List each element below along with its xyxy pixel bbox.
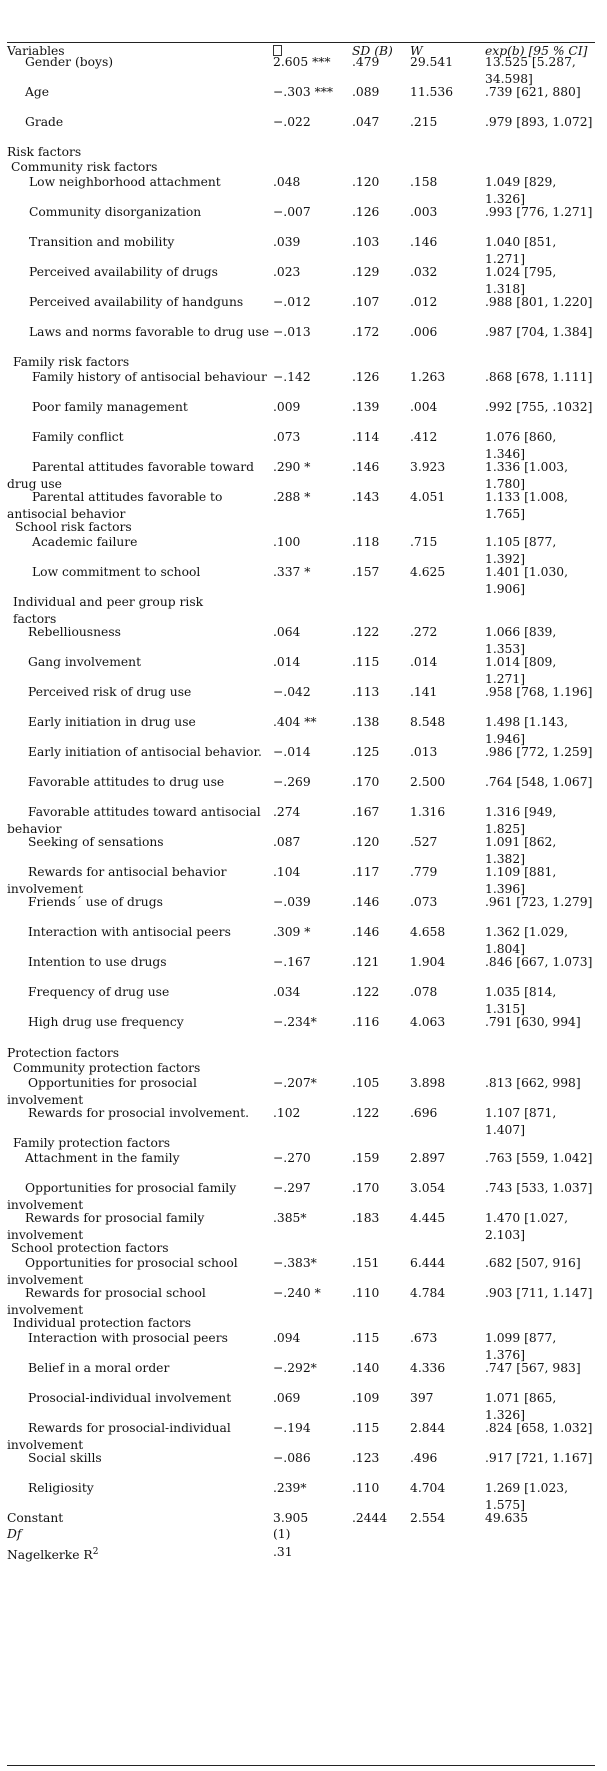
w-value: 1.316 — [410, 805, 446, 819]
variable-label: Laws and norms favorable to drug use — [29, 325, 269, 339]
individual-protection-heading: Individual protection factors — [13, 1316, 192, 1330]
table-row — [7, 564, 595, 598]
b-value: −.022 — [273, 115, 311, 129]
w-value: 3.054 — [410, 1181, 446, 1195]
sd-value: .479 — [352, 55, 380, 69]
variable-label: Opportunities for prosocial family involvement — [7, 1181, 237, 1212]
school-risk-heading: School risk factors — [15, 520, 132, 534]
w-value: 4.336 — [410, 1361, 446, 1375]
b-value: −.042 — [273, 685, 311, 699]
header-exp: exp(b) [95 % CI] — [485, 44, 588, 58]
sd-value: .114 — [352, 430, 380, 444]
table-row — [7, 429, 595, 463]
variable-label: Friends´ use of drugs — [28, 895, 163, 909]
b-value: −.240 * — [273, 1286, 321, 1300]
sd-value: .116 — [352, 1015, 380, 1029]
table-row — [7, 264, 595, 298]
nagelkerke-value: .31 — [273, 1545, 293, 1559]
exp-ci-value: .903 [711, 1.147] — [485, 1286, 593, 1300]
variable-label: Rebelliousness — [28, 625, 121, 639]
table-row — [7, 744, 595, 778]
constant-w: 2.554 — [410, 1511, 446, 1525]
sd-value: .118 — [352, 535, 380, 549]
nagelkerke-label — [7, 1544, 269, 1564]
b-value: −.207* — [273, 1076, 317, 1090]
sd-value: .126 — [352, 370, 380, 384]
w-value: 8.548 — [410, 715, 446, 729]
variable-label: Rewards for prosocial-individual involvement — [7, 1421, 231, 1452]
variable-label: Family conflict — [32, 430, 124, 444]
b-value: −.269 — [273, 775, 311, 789]
exp-ci-value: 1.014 [809, 1.271] — [485, 655, 557, 686]
b-value: −.142 — [273, 370, 311, 384]
variable-label: Attachment in the family — [25, 1151, 180, 1165]
exp-ci-value: .747 [567, 983] — [485, 1361, 581, 1375]
variable-label: Religiosity — [28, 1481, 94, 1495]
sd-value: .105 — [352, 1076, 380, 1090]
sd-value: .151 — [352, 1256, 380, 1270]
variable-label: Interaction with prosocial peers — [28, 1331, 228, 1345]
nagelkerke-label-text: Nagelkerke R — [7, 1548, 93, 1563]
sd-value: .110 — [352, 1481, 380, 1495]
sd-value: .113 — [352, 685, 380, 699]
exp-ci-value: .764 [548, 1.067] — [485, 775, 593, 789]
variable-label: Parental attitudes favorable toward drug use — [7, 460, 255, 491]
exp-ci-value: .739 [621, 880] — [485, 85, 581, 99]
variable-label: Prosocial-individual involvement — [28, 1391, 232, 1405]
b-value: −.383* — [273, 1256, 317, 1270]
w-value: 4.658 — [410, 925, 446, 939]
b-value: .102 — [273, 1106, 301, 1120]
sd-value: .120 — [352, 175, 380, 189]
b-value: .094 — [273, 1331, 301, 1345]
table-row — [7, 984, 595, 1018]
sd-value: .107 — [352, 295, 380, 309]
sd-value: .122 — [352, 625, 380, 639]
exp-ci-value: .682 [507, 916] — [485, 1256, 581, 1270]
w-value: 3.923 — [410, 460, 446, 474]
sd-value: .146 — [352, 895, 380, 909]
variable-label: Opportunities for prosocial involvement — [7, 1076, 197, 1107]
exp-ci-value: .958 [768, 1.196] — [485, 685, 593, 699]
w-value: .496 — [410, 1451, 438, 1465]
sd-value: .170 — [352, 775, 380, 789]
sd-value: .110 — [352, 1286, 380, 1300]
w-value: .073 — [410, 895, 438, 909]
variable-label: Favorable attitudes to drug use — [28, 775, 225, 789]
w-value: 11.536 — [410, 85, 454, 99]
exp-ci-value: 1.071 [865, 1.326] — [485, 1391, 557, 1422]
w-value: 29.541 — [410, 55, 454, 69]
variable-label: Low neighborhood attachment — [29, 175, 221, 189]
df-label: Df — [7, 1527, 22, 1541]
b-value: −.234* — [273, 1015, 317, 1029]
community-risk-heading: Community risk factors — [11, 160, 158, 174]
exp-ci-value: 1.066 [839, 1.353] — [485, 625, 557, 656]
table-row — [7, 1014, 595, 1048]
w-value: .158 — [410, 175, 438, 189]
table-row — [7, 1105, 595, 1139]
variable-label: Perceived availability of handguns — [29, 295, 244, 309]
b-value: −.007 — [273, 205, 311, 219]
b-value: .034 — [273, 985, 301, 999]
table-row — [7, 1420, 595, 1454]
sd-value: .157 — [352, 565, 380, 579]
sd-value: .120 — [352, 835, 380, 849]
b-value: .288 * — [273, 490, 311, 504]
header-variables: Variables — [7, 44, 65, 58]
exp-ci-value: 1.091 [862, 1.382] — [485, 835, 557, 866]
sd-value: .047 — [352, 115, 380, 129]
constant-exp: 49.635 — [485, 1511, 529, 1525]
variable-label: Academic failure — [32, 535, 138, 549]
table-bottom-rule — [7, 1765, 595, 1766]
w-value: .003 — [410, 205, 438, 219]
risk-factors-heading: Risk factors — [7, 145, 82, 159]
variable-label: Belief in a moral order — [28, 1361, 170, 1375]
sd-value: .143 — [352, 490, 380, 504]
sd-value: .129 — [352, 265, 380, 279]
table-row — [7, 1480, 595, 1514]
b-value: .385* — [273, 1211, 307, 1225]
table-row — [7, 489, 595, 523]
exp-ci-value: 1.040 [851, 1.271] — [485, 235, 557, 266]
variable-label: Transition and mobility — [29, 235, 175, 249]
w-value: .014 — [410, 655, 438, 669]
w-value: .146 — [410, 235, 438, 249]
exp-ci-value: 1.362 [1.029, 1.804] — [485, 925, 569, 956]
exp-ci-value: 1.336 [1.003, 1.780] — [485, 460, 569, 491]
df-row — [7, 1526, 595, 1543]
sd-value: .115 — [352, 1421, 380, 1435]
sd-value: .121 — [352, 955, 380, 969]
exp-ci-value: .986 [772, 1.259] — [485, 745, 593, 759]
variable-label: Gender (boys) — [25, 55, 114, 69]
sd-value: .103 — [352, 235, 380, 249]
exp-ci-value: .917 [721, 1.167] — [485, 1451, 593, 1465]
variable-label: High drug use frequency — [28, 1015, 184, 1029]
variable-label: Gang involvement — [28, 655, 142, 669]
b-value: .087 — [273, 835, 301, 849]
exp-ci-value: 1.498 [1.143, 1.946] — [485, 715, 569, 746]
variable-label: Grade — [25, 115, 64, 129]
sd-value: .146 — [352, 925, 380, 939]
b-value: .309 * — [273, 925, 311, 939]
table-row — [7, 1390, 595, 1424]
w-value: 4.051 — [410, 490, 446, 504]
w-value: .032 — [410, 265, 438, 279]
table-row — [7, 1450, 595, 1484]
w-value: .006 — [410, 325, 438, 339]
table-row — [7, 1180, 595, 1214]
table-row — [7, 534, 595, 568]
exp-ci-value: 13.525 [5.287, 34.598] — [485, 55, 576, 86]
w-value: 1.263 — [410, 370, 446, 384]
table-row — [7, 1360, 595, 1394]
sd-value: .123 — [352, 1451, 380, 1465]
b-value: .100 — [273, 535, 301, 549]
variable-label: Rewards for prosocial involvement. — [28, 1106, 250, 1120]
w-value: 397 — [410, 1391, 434, 1405]
exp-ci-value: 1.316 [949, 1.825] — [485, 805, 557, 836]
df-value: (1) — [273, 1527, 291, 1541]
w-value: .696 — [410, 1106, 438, 1120]
b-value: .104 — [273, 865, 301, 879]
sd-value: .115 — [352, 655, 380, 669]
variable-label: Low commitment to school — [32, 565, 201, 579]
w-value: 4.784 — [410, 1286, 446, 1300]
w-value: .527 — [410, 835, 438, 849]
table-row — [7, 654, 595, 688]
b-value: −.303 *** — [273, 85, 334, 99]
protection-factors-heading: Protection factors — [7, 1046, 120, 1060]
b-value: −.167 — [273, 955, 311, 969]
variable-label: Community disorganization — [29, 205, 202, 219]
variable-label: Parental attitudes favorable to antisocial behavior — [7, 490, 223, 521]
header-sd: SD (B) — [352, 44, 393, 58]
constant-label: Constant — [7, 1511, 64, 1525]
exp-ci-value: 1.470 [1.027, 2.103] — [485, 1211, 569, 1242]
table-row — [7, 114, 595, 148]
table-row — [7, 54, 595, 88]
b-value: −.012 — [273, 295, 311, 309]
sd-value: .117 — [352, 865, 380, 879]
exp-ci-value: 1.076 [860, 1.346] — [485, 430, 557, 461]
exp-ci-value: .743 [533, 1.037] — [485, 1181, 593, 1195]
w-value: .779 — [410, 865, 438, 879]
community-protection-heading: Community protection factors — [13, 1061, 201, 1075]
constant-row — [7, 1510, 595, 1527]
sd-value: .183 — [352, 1211, 380, 1225]
exp-ci-value: .992 [755, .1032] — [485, 400, 593, 414]
variable-label: Rewards for antisocial behavior involvement — [7, 865, 227, 896]
constant-sd: .2444 — [352, 1511, 388, 1525]
table-row — [7, 1330, 595, 1364]
b-value: .009 — [273, 400, 301, 414]
w-value: 2.844 — [410, 1421, 446, 1435]
w-value: 6.444 — [410, 1256, 446, 1270]
variable-label: Age — [25, 85, 50, 99]
exp-ci-value: 1.401 [1.030, 1.906] — [485, 565, 569, 596]
table-row — [7, 714, 595, 748]
exp-ci-value: 1.269 [1.023, 1.575] — [485, 1481, 569, 1512]
variable-label: Early initiation in drug use — [28, 715, 196, 729]
b-value: −.292* — [273, 1361, 317, 1375]
variable-label: Rewards for prosocial family involvement — [7, 1211, 205, 1242]
table-row — [7, 399, 595, 433]
table-row — [7, 804, 595, 838]
w-value: .272 — [410, 625, 438, 639]
sd-value: .170 — [352, 1181, 380, 1195]
exp-ci-value: .846 [667, 1.073] — [485, 955, 593, 969]
variable-label: Seeking of sensations — [28, 835, 164, 849]
w-value: 2.897 — [410, 1151, 446, 1165]
table-row — [7, 369, 595, 403]
sd-value: .140 — [352, 1361, 380, 1375]
exp-ci-value: .813 [662, 998] — [485, 1076, 581, 1090]
sd-value: .167 — [352, 805, 380, 819]
w-value: .715 — [410, 535, 438, 549]
exp-ci-value: .763 [559, 1.042] — [485, 1151, 593, 1165]
b-value: −.014 — [273, 745, 311, 759]
sd-value: .122 — [352, 1106, 380, 1120]
w-value: 4.625 — [410, 565, 446, 579]
b-value: −.297 — [273, 1181, 311, 1195]
b-value: .290 * — [273, 460, 311, 474]
header-w: W — [410, 44, 423, 58]
variable-label: Perceived risk of drug use — [28, 685, 192, 699]
w-value: .673 — [410, 1331, 438, 1345]
w-value: .215 — [410, 115, 438, 129]
sd-value: .125 — [352, 745, 380, 759]
variable-label: Perceived availability of drugs — [29, 265, 218, 279]
b-value: −.194 — [273, 1421, 311, 1435]
table-row — [7, 774, 595, 808]
table-row — [7, 1255, 595, 1289]
exp-ci-value: .868 [678, 1.111] — [485, 370, 593, 384]
sd-value: .122 — [352, 985, 380, 999]
family-protection-heading: Family protection factors — [13, 1136, 171, 1150]
table-row — [7, 174, 595, 208]
variable-label: Early initiation of antisocial behavior. — [28, 745, 262, 759]
constant-b: 3.905 — [273, 1511, 309, 1525]
table-row — [7, 894, 595, 928]
exp-ci-value: .791 [630, 994] — [485, 1015, 581, 1029]
w-value: .412 — [410, 430, 438, 444]
nagelkerke-superscript: 2 — [92, 1547, 99, 1557]
w-value: 4.445 — [410, 1211, 446, 1225]
table-row — [7, 1285, 595, 1319]
exp-ci-value: 1.109 [881, 1.396] — [485, 865, 557, 896]
w-value: .013 — [410, 745, 438, 759]
b-value: .014 — [273, 655, 301, 669]
b-value: .039 — [273, 235, 301, 249]
w-value: .012 — [410, 295, 438, 309]
variable-label: Rewards for prosocial school involvement — [7, 1286, 206, 1317]
variable-label: Favorable attitudes toward antisocial behavior — [7, 805, 261, 836]
w-value: 2.500 — [410, 775, 446, 789]
b-value: .274 — [273, 805, 301, 819]
b-value: .239* — [273, 1481, 307, 1495]
table-row — [7, 84, 595, 118]
exp-ci-value: 1.105 [877, 1.392] — [485, 535, 557, 566]
exp-ci-value: .824 [658, 1.032] — [485, 1421, 593, 1435]
b-value: 2.605 *** — [273, 55, 331, 69]
exp-ci-value: 1.133 [1.008, 1.765] — [485, 490, 569, 521]
table-row — [7, 924, 595, 958]
b-value: .404 ** — [273, 715, 317, 729]
b-value: .073 — [273, 430, 301, 444]
family-risk-heading: Family risk factors — [13, 355, 130, 369]
exp-ci-value: .961 [723, 1.279] — [485, 895, 593, 909]
exp-ci-value: 1.107 [871, 1.407] — [485, 1106, 557, 1137]
sd-value: .146 — [352, 460, 380, 474]
table-row — [7, 324, 595, 358]
b-value: −.039 — [273, 895, 311, 909]
table-row — [7, 204, 595, 238]
sd-value: .089 — [352, 85, 380, 99]
table-row — [7, 294, 595, 328]
exp-ci-value: .987 [704, 1.384] — [485, 325, 593, 339]
table-row — [7, 864, 595, 898]
w-value: .078 — [410, 985, 438, 999]
b-value: −.013 — [273, 325, 311, 339]
sd-value: .115 — [352, 1331, 380, 1345]
variable-label: Social skills — [28, 1451, 102, 1465]
table-row — [7, 624, 595, 658]
b-value: .064 — [273, 625, 301, 639]
table-row — [7, 834, 595, 868]
variable-label: Family history of antisocial behaviour — [32, 370, 267, 384]
exp-ci-value: .979 [893, 1.072] — [485, 115, 593, 129]
exp-ci-value: .993 [776, 1.271] — [485, 205, 593, 219]
w-value: 4.063 — [410, 1015, 446, 1029]
w-value: .004 — [410, 400, 438, 414]
sd-value: .109 — [352, 1391, 380, 1405]
variable-label: Interaction with antisocial peers — [28, 925, 231, 939]
w-value: 3.898 — [410, 1076, 446, 1090]
variable-label: Frequency of drug use — [28, 985, 170, 999]
table-row — [7, 234, 595, 268]
variable-label: Intention to use drugs — [28, 955, 167, 969]
table-row — [7, 459, 595, 493]
exp-ci-value: 1.035 [814, 1.315] — [485, 985, 557, 1016]
sd-value: .126 — [352, 205, 380, 219]
b-value: −.270 — [273, 1151, 311, 1165]
table-row — [7, 1075, 595, 1109]
table-row — [7, 1150, 595, 1184]
w-value: 4.704 — [410, 1481, 446, 1495]
school-protection-heading: School protection factors — [11, 1241, 169, 1255]
b-value: −.086 — [273, 1451, 311, 1465]
variable-label: Poor family management — [32, 400, 188, 414]
b-value: .023 — [273, 265, 301, 279]
table-row — [7, 684, 595, 718]
exp-ci-value: .988 [801, 1.220] — [485, 295, 593, 309]
table-row — [7, 1210, 595, 1244]
sd-value: .138 — [352, 715, 380, 729]
table-row — [7, 954, 595, 988]
sd-value: .159 — [352, 1151, 380, 1165]
w-value: .141 — [410, 685, 438, 699]
b-value: .069 — [273, 1391, 301, 1405]
exp-ci-value: 1.049 [829, 1.326] — [485, 175, 557, 206]
sd-value: .172 — [352, 325, 380, 339]
b-value: .337 * — [273, 565, 311, 579]
sd-value: .139 — [352, 400, 380, 414]
exp-ci-value: 1.099 [877, 1.376] — [485, 1331, 557, 1362]
variable-label: Opportunities for prosocial school involvement — [7, 1256, 238, 1287]
b-value: .048 — [273, 175, 301, 189]
w-value: 1.904 — [410, 955, 446, 969]
individual-peer-risk-heading: Individual and peer group risk factors — [13, 595, 204, 626]
nagelkerke-row — [7, 1542, 595, 1562]
exp-ci-value: 1.024 [795, 1.318] — [485, 265, 557, 296]
